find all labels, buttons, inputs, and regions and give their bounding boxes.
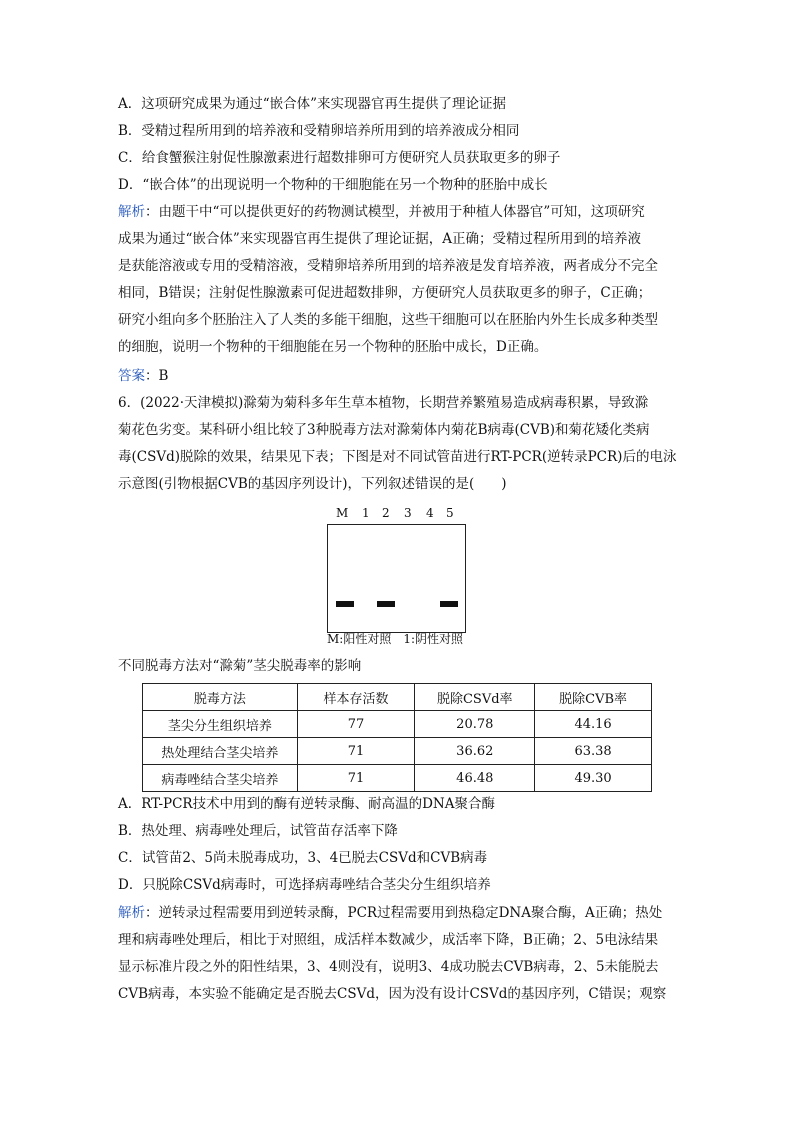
q5-option-c: C．给食蟹猴注射促性腺激素进行超数排卵可方便研究人员获取更多的卵子 <box>118 150 561 166</box>
table-row <box>143 711 652 738</box>
table-title: 不同脱毒方法对“滁菊”茎尖脱毒率的影响 <box>118 658 362 674</box>
band-lane-2 <box>377 601 395 607</box>
lane-label-4: 4 <box>426 506 434 520</box>
table-cell: 71 <box>297 738 415 765</box>
analysis-label: 解析 <box>118 204 145 220</box>
lane-label-3: 3 <box>404 506 412 520</box>
header-method: 脱毒方法 <box>143 684 298 711</box>
table-cell: 病毒唑结合茎尖培养 <box>143 765 298 792</box>
q5-analysis-line-2: 成果为通过“嵌合体”来实现器官再生提供了理论证据，A正确；受精过程所用到的培养液 <box>118 231 642 247</box>
analysis-text: ：逆转录过程需要用到逆转录酶，PCR过程需要用到热稳定DNA聚合酶，A正确；热处 <box>145 905 663 921</box>
header-csvd-rate: 脱除CSVd率 <box>415 684 535 711</box>
gel-caption: M:阳性对照 1:阴性对照 <box>327 632 464 646</box>
table-cell: 茎尖分生组织培养 <box>143 711 298 738</box>
q5-analysis-line-5: 研究小组向多个胚胎注入了人类的多能干细胞，这些干细胞可以在胚胎内外生长成多种类型 <box>118 312 658 328</box>
q6-option-c: C．试管苗2、5尚未脱毒成功，3、4已脱去CSVd和CVB病毒 <box>118 850 488 866</box>
answer-label: 答案 <box>118 368 145 384</box>
q6-analysis-line-1 <box>118 903 678 923</box>
q6-analysis-line-3: 显示标准片段之外的阳性结果，3、4则没有，说明3、4成功脱去CVB病毒，2、5未能脱去 <box>118 959 659 975</box>
q5-analysis-line-6: 的细胞，说明一个物种的干细胞能在另一个物种的胚胎中成长，D正确。 <box>118 339 548 355</box>
q5-option-a: A．这项研究成果为通过“嵌合体”来实现器官再生提供了理论证据 <box>118 96 507 112</box>
q6-stem-line-3: 毒(CSVd)脱除的效果，结果见下表；下图是对不同试管苗进行RT-PCR(逆转录PCR)后的电泳 <box>118 449 677 465</box>
q6-analysis-line-4: CVB病毒，本实验不能确定是否脱去CSVd，因为没有设计CSVd的基因序列，C错误；观察 <box>118 986 667 1002</box>
band-lane-m <box>336 601 354 607</box>
q6-stem-line-2: 菊花色劣变。某科研小组比较了3种脱毒方法对滁菊体内菊花B病毒(CVB)和菊花矮化类病 <box>118 422 650 438</box>
q5-analysis-line-3: 是获能溶液或专用的受精溶液，受精卵培养所用到的培养液是发育培养液，两者成分不完全 <box>118 258 658 274</box>
header-cvb-rate: 脱除CVB率 <box>535 684 652 711</box>
lane-label-5: 5 <box>446 506 454 520</box>
q6-stem-line-1: 6．(2022·天津模拟)滁菊为菊科多年生草本植物，长期营养繁殖易造成病毒积累，导致滁 <box>118 395 649 411</box>
table-row <box>143 738 652 765</box>
q5-analysis-line-1 <box>118 202 678 222</box>
q6-option-d: D．只脱除CSVd病毒时，可选择病毒唑结合茎尖分生组织培养 <box>118 877 491 893</box>
gel-box <box>327 524 466 633</box>
table-header-row <box>143 684 652 711</box>
table-row <box>143 765 652 792</box>
q5-answer <box>118 366 678 386</box>
table-cell: 77 <box>297 711 415 738</box>
q6-analysis-line-2: 理和病毒唑处理后，相比于对照组，成活样本数减少，成活率下降，B正确；2、5电泳结果 <box>118 932 659 948</box>
analysis-label: 解析 <box>118 905 145 921</box>
table-cell: 20.78 <box>415 711 535 738</box>
q6-stem-line-4: 示意图(引物根据CVB的基因序列设计)，下列叙述错误的是( ) <box>118 476 507 492</box>
lane-label-2: 2 <box>382 506 390 520</box>
band-lane-5 <box>440 601 458 607</box>
table-cell: 36.62 <box>415 738 535 765</box>
gel-lane-labels <box>327 506 467 524</box>
header-survival: 样本存活数 <box>297 684 415 711</box>
q6-option-b: B．热处理、病毒唑处理后，试管苗存活率下降 <box>118 823 398 839</box>
answer-value: ：B <box>145 368 169 384</box>
table-cell: 71 <box>297 765 415 792</box>
table-cell: 63.38 <box>535 738 652 765</box>
table-cell: 46.48 <box>415 765 535 792</box>
table-cell: 热处理结合茎尖培养 <box>143 738 298 765</box>
q5-analysis-line-4: 相同，B错误；注射促性腺激素可促进超数排卵，方便研究人员获取更多的卵子，C正确； <box>118 285 652 301</box>
q5-option-b: B．受精过程所用到的培养液和受精卵培养所用到的培养液成分相同 <box>118 123 520 139</box>
lane-label-m: M <box>336 506 349 520</box>
q5-option-d: D．“嵌合体”的出现说明一个物种的干细胞能在另一个物种的胚胎中成长 <box>118 177 548 193</box>
table-cell: 44.16 <box>535 711 652 738</box>
analysis-text: ：由题干中“可以提供更好的药物测试模型，并被用于种植人体器官”可知，这项研究 <box>145 204 645 220</box>
detox-table <box>142 683 652 792</box>
table-cell: 49.30 <box>535 765 652 792</box>
q6-option-a: A．RT-PCR技术中用到的酶有逆转录酶、耐高温的DNA聚合酶 <box>118 796 495 812</box>
lane-label-1: 1 <box>362 506 370 520</box>
